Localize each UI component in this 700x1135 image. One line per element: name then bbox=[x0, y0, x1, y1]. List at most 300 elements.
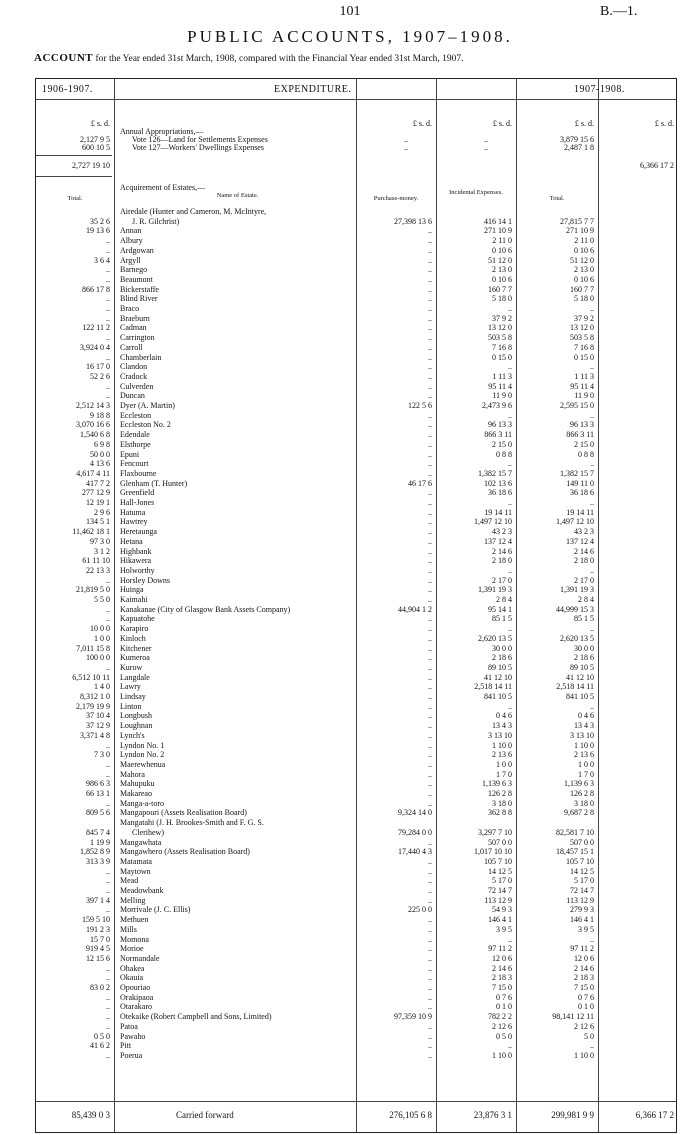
purchase-amount: .. bbox=[428, 236, 432, 246]
total-amount: 2 12 6 bbox=[574, 1021, 594, 1031]
incidental-amount: 1,382 15 7 bbox=[478, 468, 512, 478]
estate-row bbox=[36, 537, 678, 546]
footer-rule bbox=[36, 1101, 676, 1102]
incidental-amount: 2,620 13 5 bbox=[478, 633, 512, 643]
estate-name: Okauia bbox=[120, 973, 144, 983]
total-amount: 503 5 8 bbox=[570, 333, 594, 343]
purchase-amount: 225 0 0 bbox=[408, 905, 432, 915]
prev-amount: .. bbox=[106, 662, 110, 672]
purchase-amount: .. bbox=[428, 1021, 432, 1031]
prev-amount: 1 19 9 bbox=[90, 837, 110, 847]
estate-name: Longbush bbox=[120, 711, 152, 721]
estate-name: Normandale bbox=[120, 953, 160, 963]
incidental-amount: 89 10 5 bbox=[488, 662, 512, 672]
estate-row bbox=[36, 673, 678, 682]
prev-amount: .. bbox=[106, 294, 110, 304]
purchase-amount: .. bbox=[428, 294, 432, 304]
incidental-amount: 37 9 2 bbox=[492, 313, 512, 323]
incidental-amount: .. bbox=[508, 565, 512, 575]
incidental-amount: 0 5 0 bbox=[496, 1031, 512, 1041]
estate-row bbox=[36, 789, 678, 798]
total-amount: 95 11 4 bbox=[570, 381, 594, 391]
estate-name: Argyll bbox=[120, 255, 141, 265]
prev-amount: 15 7 0 bbox=[90, 934, 110, 944]
total-amount: 41 12 10 bbox=[566, 672, 594, 682]
prev-amount: 3 6 4 bbox=[94, 255, 110, 265]
estate-name: Lynch's bbox=[120, 730, 145, 740]
incidental-amount: 2 15 0 bbox=[492, 439, 512, 449]
estate-row bbox=[36, 964, 678, 973]
estate-row bbox=[36, 401, 678, 410]
total-amount: 7 15 0 bbox=[574, 983, 594, 992]
purchase-amount: .. bbox=[428, 1031, 432, 1041]
estate-row bbox=[36, 1002, 678, 1011]
total-amount: 19 14 11 bbox=[566, 507, 594, 517]
estate-row bbox=[36, 1051, 678, 1060]
prev-amount: .. bbox=[106, 265, 110, 275]
incidental-amount: 1,139 6 3 bbox=[482, 779, 512, 789]
header-rule bbox=[36, 99, 676, 100]
prev-amount: 8,312 1 0 bbox=[80, 692, 110, 701]
prev-amount: 4 13 6 bbox=[90, 459, 110, 469]
prev-amount: .. bbox=[106, 614, 110, 624]
total-amount: 2 8 4 bbox=[578, 595, 594, 604]
incidental-amount: 2 13 0 bbox=[492, 265, 512, 275]
incidental-amount: 5 17 0 bbox=[492, 876, 512, 886]
page-title: PUBLIC ACCOUNTS, 1907–1908. bbox=[187, 27, 513, 46]
total-amount: 30 0 0 bbox=[574, 643, 594, 653]
purchase-amount: 79,284 0 0 bbox=[398, 827, 432, 837]
purchase-amount: .. bbox=[428, 323, 432, 333]
incidental-amount: 95 14 1 bbox=[488, 604, 512, 614]
estate-name: Lyndon No. 2 bbox=[120, 750, 165, 760]
purchase-amount: .. bbox=[428, 876, 432, 886]
purchase-amount: .. bbox=[428, 983, 432, 992]
estate-name: Barnego bbox=[120, 265, 148, 275]
estate-row bbox=[36, 246, 678, 255]
incidental-amount: 1 0 0 bbox=[496, 759, 512, 769]
estate-row bbox=[36, 382, 678, 391]
incidental-amount: 30 0 0 bbox=[492, 643, 512, 653]
total-amount: 3 13 10 bbox=[570, 730, 594, 740]
incidental-amount: 271 10 9 bbox=[484, 226, 512, 236]
estate-row bbox=[36, 653, 678, 662]
estate-row bbox=[36, 702, 678, 711]
prev-amount: .. bbox=[106, 759, 110, 769]
prev-amount: 1,540 6 8 bbox=[80, 430, 110, 440]
footer-purchase: 276,105 6 8 bbox=[389, 1110, 432, 1120]
purchase-amount: .. bbox=[404, 143, 408, 152]
prev-amount: 50 0 0 bbox=[90, 449, 110, 459]
estate-name: Kitchener bbox=[120, 643, 152, 653]
total-amount: 5 17 0 bbox=[574, 876, 594, 886]
purchase-amount: .. bbox=[428, 653, 432, 663]
estate-name: Braeburn bbox=[120, 313, 150, 323]
appropriation-row bbox=[36, 143, 678, 152]
estate-name: Eccleston bbox=[120, 410, 152, 420]
estate-row bbox=[36, 750, 678, 759]
prev-amount: 2 9 6 bbox=[94, 507, 110, 517]
subtotal-rule bbox=[36, 176, 112, 177]
estate-name: Moriоe bbox=[120, 944, 144, 954]
incidental-amount: 2,473 9 6 bbox=[482, 401, 512, 410]
incidental-amount: 1,497 12 10 bbox=[474, 517, 512, 527]
total-amount: 1 10 0 bbox=[574, 1050, 594, 1060]
account-subtitle bbox=[34, 52, 464, 64]
estate-row bbox=[36, 925, 678, 934]
estate-name: Opouriao bbox=[120, 983, 151, 992]
total-amount: .. bbox=[590, 498, 594, 507]
units-label: £ s. d. bbox=[412, 119, 432, 128]
prev-year-header: 1906-1907. bbox=[42, 84, 93, 95]
prev-amount: .. bbox=[106, 905, 110, 915]
footer-total: 299,981 9 9 bbox=[551, 1110, 594, 1120]
estate-row bbox=[36, 498, 678, 507]
total-amount: 1 11 3 bbox=[574, 371, 594, 381]
estate-name: Kapuatohe bbox=[120, 614, 155, 624]
estate-name: Holworthy bbox=[120, 565, 155, 575]
subtotal-rule bbox=[36, 155, 112, 156]
estate-row bbox=[36, 517, 678, 526]
purchase-amount: 44,904 1 2 bbox=[398, 604, 432, 614]
total-amount: .. bbox=[590, 1041, 594, 1051]
estate-row bbox=[36, 828, 678, 837]
estate-row bbox=[36, 721, 678, 730]
estate-name: Clerihew) bbox=[132, 827, 164, 837]
prev-amount: 191 2 3 bbox=[86, 924, 110, 934]
purchase-amount: .. bbox=[428, 546, 432, 556]
purchase-amount: .. bbox=[428, 1041, 432, 1051]
prev-amount: 21,819 5 0 bbox=[76, 585, 110, 595]
total-amount: 7 16 8 bbox=[574, 342, 594, 352]
purchase-amount: .. bbox=[428, 371, 432, 381]
total-amount: 96 13 3 bbox=[570, 420, 594, 430]
estate-name: Blind River bbox=[120, 294, 158, 304]
estate-row bbox=[36, 343, 678, 352]
incidental-amount: .. bbox=[508, 934, 512, 944]
prev-amount: .. bbox=[106, 1012, 110, 1022]
purchase-amount: .. bbox=[428, 924, 432, 934]
prev-amount: 3 1 2 bbox=[94, 546, 110, 556]
prev-amount: 159 5 10 bbox=[82, 915, 110, 925]
purchase-amount: .. bbox=[428, 352, 432, 362]
purchase-amount: .. bbox=[428, 565, 432, 575]
estate-name: Fencourt bbox=[120, 459, 149, 469]
prev-subtotal: 2,727 19 10 bbox=[72, 161, 110, 170]
incidental-amount: 0 15 0 bbox=[492, 352, 512, 362]
units-label: £ s. d. bbox=[654, 119, 674, 128]
prev-amount: 3,371 4 8 bbox=[80, 730, 110, 740]
incidental-amount: 14 12 5 bbox=[488, 866, 512, 876]
account-lead: ACCOUNT bbox=[34, 52, 94, 64]
total-amount: .. bbox=[590, 459, 594, 469]
estate-row bbox=[36, 634, 678, 643]
estate-name: Elsthorpe bbox=[120, 439, 151, 449]
estate-name: Maytown bbox=[120, 866, 151, 876]
prev-amount: 122 11 2 bbox=[82, 323, 110, 333]
incidental-amount: 54 9 3 bbox=[492, 905, 512, 915]
purchase-amount: .. bbox=[428, 759, 432, 769]
estate-row bbox=[36, 595, 678, 604]
prev-amount: 66 13 1 bbox=[86, 789, 110, 798]
estate-row bbox=[36, 935, 678, 944]
incidental-amount: 160 7 7 bbox=[488, 284, 512, 294]
purchase-amount: .. bbox=[428, 886, 432, 895]
total-amount: 0 8 8 bbox=[578, 449, 594, 459]
estate-name: Mangawhero (Assets Realisation Board) bbox=[120, 847, 250, 857]
purchase-amount: .. bbox=[428, 992, 432, 1002]
incidental-amount: 105 7 10 bbox=[484, 856, 512, 866]
prev-amount: .. bbox=[106, 391, 110, 401]
estate-row bbox=[36, 857, 678, 866]
estate-row bbox=[36, 808, 678, 817]
estate-row bbox=[36, 527, 678, 536]
prev-amount: .. bbox=[106, 236, 110, 246]
purchase-amount: .. bbox=[428, 585, 432, 595]
estate-name: Kaimahi bbox=[120, 595, 148, 604]
estate-row bbox=[36, 799, 678, 808]
col-total2-header: Total. bbox=[549, 195, 565, 202]
total-amount: 9,687 2 8 bbox=[564, 808, 594, 818]
prev-amount: 12 15 6 bbox=[86, 953, 110, 963]
prev-amount: 277 12 9 bbox=[82, 488, 110, 498]
purchase-amount: .. bbox=[428, 556, 432, 566]
total-amount: 146 4 1 bbox=[570, 915, 594, 925]
estate-name: Lindsay bbox=[120, 692, 146, 701]
purchase-amount: .. bbox=[428, 410, 432, 420]
incidental-amount: 7 15 0 bbox=[492, 983, 512, 992]
estate-name: Morrivale (J. C. Ellis) bbox=[120, 905, 191, 915]
estate-name: Heretaunga bbox=[120, 527, 157, 537]
col-name-header: Name of Estate. bbox=[216, 192, 259, 199]
estate-name: Orakipaoa bbox=[120, 992, 154, 1002]
estate-row bbox=[36, 479, 678, 488]
prev-amount: 2,179 19 9 bbox=[76, 701, 110, 711]
estate-row bbox=[36, 420, 678, 429]
purchase-amount: .. bbox=[428, 517, 432, 527]
prev-amount: 61 11 10 bbox=[82, 556, 110, 566]
estate-name: Kurow bbox=[120, 662, 143, 672]
purchase-amount: .. bbox=[428, 633, 432, 643]
estate-row bbox=[36, 391, 678, 400]
total-amount: 43 2 3 bbox=[574, 527, 594, 537]
total-amount: 2 13 6 bbox=[574, 750, 594, 760]
estate-row bbox=[36, 741, 678, 750]
purchase-amount: .. bbox=[428, 682, 432, 692]
incidental-amount: 3 13 10 bbox=[488, 730, 512, 740]
prev-amount: 19 13 6 bbox=[86, 226, 110, 236]
total-amount: 160 7 7 bbox=[570, 284, 594, 294]
account-text: for the Year ended 31st March, 1908, compared with the Financial Year ended 31st March, 1907. bbox=[95, 54, 464, 64]
incidental-amount: 72 14 7 bbox=[488, 886, 512, 895]
estate-name: Hall-Jones bbox=[120, 498, 155, 507]
purchase-amount: .. bbox=[428, 692, 432, 701]
estate-row bbox=[36, 644, 678, 653]
estate-row bbox=[36, 488, 678, 497]
incidental-amount: .. bbox=[508, 498, 512, 507]
estate-name: Mahupuku bbox=[120, 779, 155, 789]
prev-amount: .. bbox=[106, 1050, 110, 1060]
estate-name: Carrington bbox=[120, 333, 155, 343]
estate-row bbox=[36, 993, 678, 1002]
purchase-amount: .. bbox=[428, 439, 432, 449]
total-amount: 1 7 0 bbox=[578, 769, 594, 779]
prev-amount: 134 5 1 bbox=[86, 517, 110, 527]
prev-amount: 9 18 8 bbox=[90, 410, 110, 420]
total-amount: 271 10 9 bbox=[566, 226, 594, 236]
estate-row bbox=[36, 508, 678, 517]
estate-name: Mills bbox=[120, 924, 137, 934]
total-amount: 1 0 0 bbox=[578, 759, 594, 769]
estate-row bbox=[36, 469, 678, 478]
prev-amount: 7 3 0 bbox=[94, 750, 110, 760]
incidental-amount: 2 18 6 bbox=[492, 653, 512, 663]
appropriations-title: Annual Appropriations,— bbox=[120, 127, 204, 136]
incidental-amount: 2 8 4 bbox=[496, 595, 512, 604]
incidental-amount: 1 10 0 bbox=[492, 740, 512, 750]
total-amount: 51 12 0 bbox=[570, 255, 594, 265]
prev-amount: 16 17 0 bbox=[86, 362, 110, 372]
prev-amount: .. bbox=[106, 1002, 110, 1012]
purchase-amount: .. bbox=[428, 381, 432, 391]
purchase-amount: .. bbox=[428, 662, 432, 672]
carried-forward-label: Carried forward bbox=[176, 1110, 234, 1120]
total-amount: 2 17 0 bbox=[574, 575, 594, 585]
estate-name: Hetana bbox=[120, 536, 143, 546]
footer-incidental: 23,876 3 1 bbox=[473, 1110, 512, 1120]
estate-row bbox=[36, 294, 678, 303]
estate-name: Momona bbox=[120, 934, 149, 944]
estate-row bbox=[36, 576, 678, 585]
purchase-amount: .. bbox=[428, 226, 432, 236]
footer-grand: 6,366 17 2 bbox=[635, 1110, 674, 1120]
estates-title: Acquirement of Estates,— bbox=[120, 183, 206, 192]
expenditure-table bbox=[35, 78, 677, 1133]
estate-name: Pitt bbox=[120, 1041, 132, 1051]
purchase-amount: .. bbox=[428, 304, 432, 313]
prev-amount: .. bbox=[106, 604, 110, 614]
total-amount: 3,879 15 6 bbox=[560, 135, 594, 144]
purchase-amount: .. bbox=[428, 740, 432, 750]
estate-row bbox=[36, 459, 678, 468]
purchase-amount: .. bbox=[428, 255, 432, 265]
estate-row bbox=[36, 323, 678, 332]
total-amount: .. bbox=[590, 624, 594, 634]
estate-row bbox=[36, 605, 678, 614]
purchase-amount: .. bbox=[428, 730, 432, 740]
total-amount: 3 9 5 bbox=[578, 924, 594, 934]
total-amount: 0 10 6 bbox=[574, 245, 594, 255]
incidental-amount: 866 3 11 bbox=[484, 430, 512, 440]
prev-amount: 100 0 0 bbox=[86, 653, 110, 663]
estate-name: Flaxbourne bbox=[120, 468, 157, 478]
prev-amount: 3,924 0 4 bbox=[80, 342, 110, 352]
prev-amount: .. bbox=[106, 352, 110, 362]
total-amount: 14 12 5 bbox=[570, 866, 594, 876]
prev-amount: 41 6 2 bbox=[90, 1041, 110, 1051]
prev-amount: 1 0 0 bbox=[94, 633, 110, 643]
total-amount: 2 14 6 bbox=[574, 963, 594, 973]
estate-name: Eccleston No. 2 bbox=[120, 420, 171, 430]
total-amount: 18,457 15 1 bbox=[556, 847, 594, 857]
total-amount: 5 18 0 bbox=[574, 294, 594, 304]
total-amount: 1,139 6 3 bbox=[564, 779, 594, 789]
estate-name: Mangawhata bbox=[120, 837, 162, 847]
purchase-amount: .. bbox=[428, 265, 432, 275]
incidental-amount: 11 9 0 bbox=[492, 391, 512, 401]
estate-name: Melling bbox=[120, 895, 146, 905]
estate-row bbox=[36, 217, 678, 226]
prev-amount: .. bbox=[106, 798, 110, 808]
incidental-amount: 137 12 4 bbox=[484, 536, 512, 546]
curr-subtotal: 6,366 17 2 bbox=[640, 161, 674, 170]
estate-name: Culverden bbox=[120, 381, 154, 391]
purchase-amount: .. bbox=[404, 135, 408, 144]
estate-name: Patoa bbox=[120, 1021, 138, 1031]
estate-row bbox=[36, 372, 678, 381]
purchase-amount: .. bbox=[428, 575, 432, 585]
prev-amount: 2,512 14 3 bbox=[76, 401, 110, 410]
purchase-amount: .. bbox=[428, 391, 432, 401]
prev-amount: .. bbox=[106, 876, 110, 886]
total-amount: 89 10 5 bbox=[570, 662, 594, 672]
estate-row bbox=[36, 353, 678, 362]
total-amount: 11 9 0 bbox=[574, 391, 594, 401]
incidental-amount: 13 12 0 bbox=[488, 323, 512, 333]
prev-amount: 919 4 5 bbox=[86, 944, 110, 954]
estate-row bbox=[36, 954, 678, 963]
purchase-amount: .. bbox=[428, 595, 432, 604]
prev-amount: 12 19 1 bbox=[86, 498, 110, 507]
estate-row bbox=[36, 847, 678, 856]
total-amount: 72 14 7 bbox=[570, 886, 594, 895]
estate-name: Kinloch bbox=[120, 633, 146, 643]
units-label: £ s. d. bbox=[492, 119, 512, 128]
total-amount: 1,391 19 3 bbox=[560, 585, 594, 595]
incidental-amount: 2 17 0 bbox=[492, 575, 512, 585]
purchase-amount: .. bbox=[428, 798, 432, 808]
estate-row bbox=[36, 226, 678, 235]
prev-amount: .. bbox=[106, 1021, 110, 1031]
incidental-amount: 3 18 0 bbox=[492, 798, 512, 808]
estate-row bbox=[36, 760, 678, 769]
estate-row bbox=[36, 556, 678, 565]
estate-row bbox=[36, 207, 678, 216]
prev-amount: .. bbox=[106, 575, 110, 585]
purchase-amount: .. bbox=[428, 342, 432, 352]
footer-prev-total: 85,439 0 3 bbox=[71, 1110, 110, 1120]
purchase-amount: .. bbox=[428, 701, 432, 711]
total-amount: 0 4 6 bbox=[578, 711, 594, 721]
incidental-amount: 3,297 7 10 bbox=[478, 827, 512, 837]
incidental-amount: .. bbox=[508, 362, 512, 372]
estate-name: Carroll bbox=[120, 342, 143, 352]
prev-amount: 6 9 8 bbox=[94, 439, 110, 449]
estate-name: Kanakanae (City of Glasgow Bank Assets Company) bbox=[120, 604, 291, 614]
incidental-amount: 416 14 1 bbox=[484, 216, 512, 226]
prev-amount: 2,127 9 5 bbox=[80, 135, 110, 144]
estate-name: Linton bbox=[120, 701, 142, 711]
incidental-amount: 96 13 3 bbox=[488, 420, 512, 430]
prev-amount: .. bbox=[106, 333, 110, 343]
purchase-amount: .. bbox=[428, 507, 432, 517]
total-amount: 0 10 6 bbox=[574, 274, 594, 284]
incidental-amount: 146 4 1 bbox=[488, 915, 512, 925]
purchase-amount: .. bbox=[428, 274, 432, 284]
purchase-amount: .. bbox=[428, 362, 432, 372]
purchase-amount: .. bbox=[428, 779, 432, 789]
purchase-amount: .. bbox=[428, 750, 432, 760]
